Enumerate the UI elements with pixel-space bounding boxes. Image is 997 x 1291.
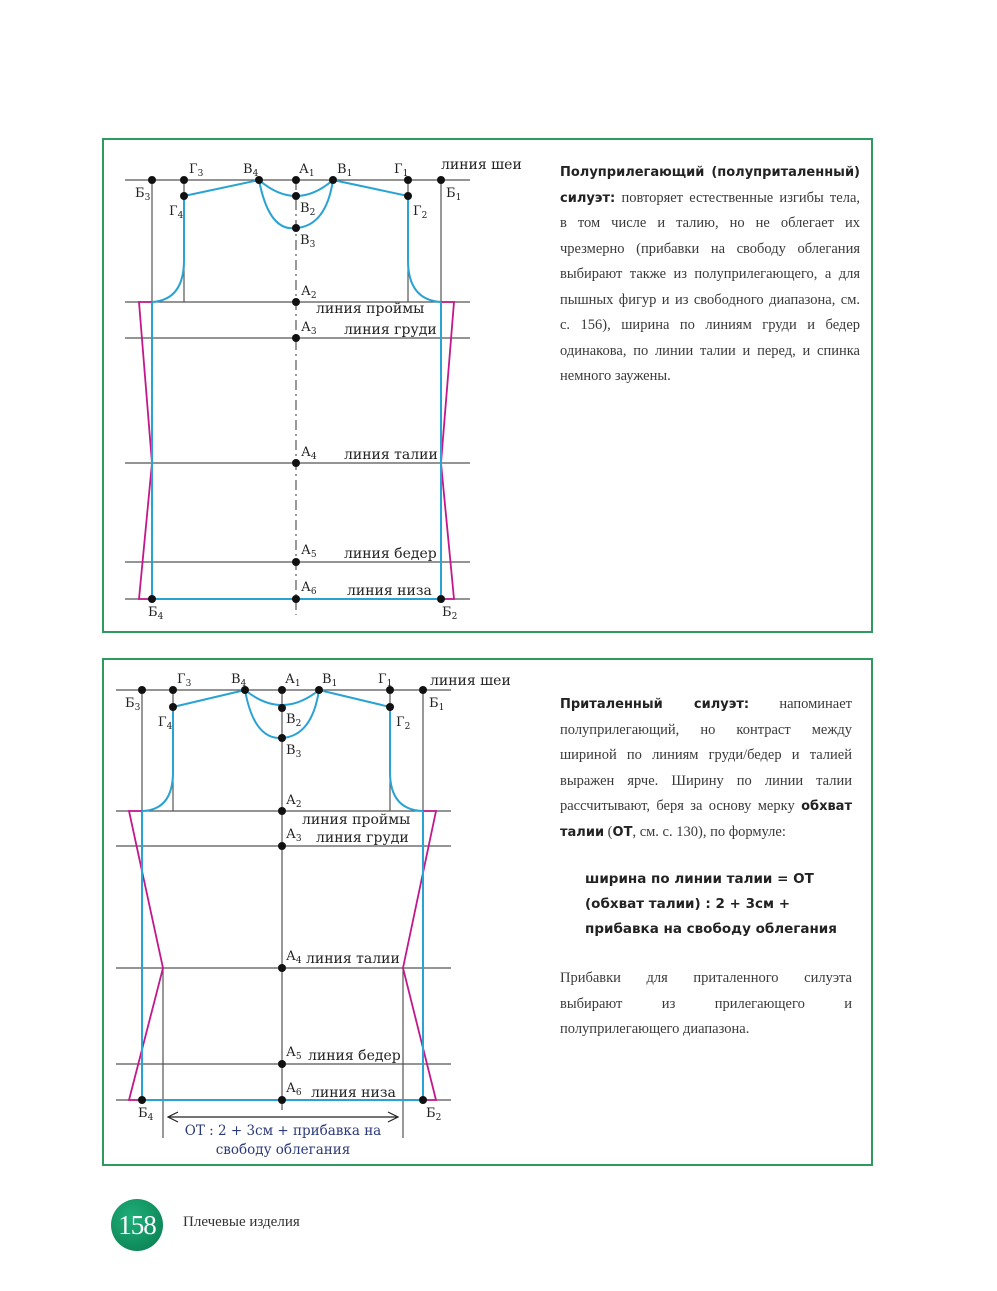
label-g2: $Г_2$ bbox=[396, 715, 411, 732]
label-v2: $В_2$ bbox=[286, 712, 302, 729]
label-neck-line: линия шеи bbox=[430, 673, 511, 689]
waist-width-formula-line2: свободу облегания bbox=[215, 1142, 351, 1158]
point-b4 bbox=[148, 595, 156, 603]
waist-width-arrow bbox=[168, 1112, 398, 1122]
label-b4: $Б_4$ bbox=[148, 605, 164, 622]
page-number-badge bbox=[111, 1199, 163, 1251]
label-g3: $Г_3$ bbox=[177, 672, 192, 689]
label-g4: $Г_4$ bbox=[169, 204, 184, 221]
point-g4 bbox=[169, 703, 177, 711]
ot-abbrev: ОТ bbox=[612, 824, 633, 840]
label-waist-line: линия талии bbox=[344, 447, 438, 463]
left-shoulder-seam bbox=[184, 180, 259, 196]
point-a2 bbox=[292, 298, 300, 306]
page-number: 158 bbox=[118, 1209, 156, 1240]
label-hem-line: линия низа bbox=[311, 1085, 396, 1101]
label-g4: $Г_4$ bbox=[158, 715, 173, 732]
point-b2 bbox=[437, 595, 445, 603]
diagram-panel-fitted bbox=[102, 658, 873, 1166]
right-silhouette-line bbox=[403, 811, 436, 1100]
label-neck-line: линия шеи bbox=[441, 157, 522, 173]
label-v4: $В_4$ bbox=[243, 162, 259, 179]
label-a4: $А_4$ bbox=[286, 949, 302, 966]
label-v1: $В_1$ bbox=[322, 672, 338, 689]
label-a2: $А_2$ bbox=[301, 284, 317, 301]
label-b2: $Б_2$ bbox=[442, 605, 458, 622]
point-v3 bbox=[278, 734, 286, 742]
label-v2: $В_2$ bbox=[300, 201, 316, 218]
point-v3 bbox=[292, 224, 300, 232]
waist-width-formula: ширина по линии талии = ОТ (обхват талии) : 2 + 3см + прибавка на свободу облегания bbox=[585, 871, 837, 937]
fitted-title: Приталенный силуэт: bbox=[560, 697, 750, 712]
fitted-note: Прибавки для приталенного силуэта выбирают из прилегающего и полуприлегающего диапазона. bbox=[560, 970, 852, 1037]
label-chest-line: линия груди bbox=[316, 830, 409, 846]
point-g3 bbox=[169, 686, 177, 694]
label-a1: $А_1$ bbox=[285, 672, 301, 689]
label-a6: $А_6$ bbox=[301, 580, 317, 597]
label-b2: $Б_2$ bbox=[426, 1106, 442, 1123]
left-shoulder-seam bbox=[173, 690, 245, 707]
label-a1: $А_1$ bbox=[299, 162, 315, 179]
point-b3 bbox=[138, 686, 146, 694]
label-a5: $А_5$ bbox=[286, 1045, 302, 1062]
point-g4 bbox=[180, 192, 188, 200]
fitted-description: Приталенный силуэт: напоминает полуприлегающий, но контраст между шириной по линиям груди/бедер и талией выражен ярче. Ширину по линии талии рассчитывают, беря за основу мерку обхват талии (ОТ, см. с. 130), по формуле: ширина по линии талии = ОТ (обхват талии) : 2 + 3см + прибавка на свободу облегания Прибавки для приталенного силуэта выбирают из прилегающего и полуприлегающего диапазона. bbox=[560, 692, 852, 1043]
left-silhouette-line bbox=[139, 302, 152, 599]
label-a3: $А_3$ bbox=[301, 320, 317, 337]
point-g3 bbox=[180, 176, 188, 184]
point-a2 bbox=[278, 807, 286, 815]
point-v1 bbox=[315, 686, 323, 694]
label-hip-line: линия бедер bbox=[308, 1048, 401, 1064]
label-b3: $Б_3$ bbox=[135, 186, 151, 203]
label-armhole-line: линия проймы bbox=[302, 812, 411, 828]
point-a4 bbox=[278, 964, 286, 972]
label-b4: $Б_4$ bbox=[138, 1106, 154, 1123]
point-a6 bbox=[278, 1096, 286, 1104]
label-v1: $В_1$ bbox=[337, 162, 353, 179]
label-b1: $Б_1$ bbox=[446, 186, 462, 203]
label-g2: $Г_2$ bbox=[413, 204, 428, 221]
section-title: Плечевые изделия bbox=[183, 1214, 300, 1230]
point-g2 bbox=[404, 192, 412, 200]
waist-girth-term: обхват талии bbox=[560, 799, 852, 840]
point-b4 bbox=[138, 1096, 146, 1104]
label-hip-line: линия бедер bbox=[344, 546, 437, 562]
point-g2 bbox=[386, 703, 394, 711]
label-b1: $Б_1$ bbox=[429, 696, 445, 713]
label-g1: $Г_1$ bbox=[378, 672, 393, 689]
label-v3: $В_3$ bbox=[300, 233, 316, 250]
point-a4 bbox=[292, 459, 300, 467]
label-g3: $Г_3$ bbox=[189, 162, 204, 179]
semi-fitted-text: повторяет естественные изгибы тела, в том числе и талию, но не облегает их чрезмерно (прибавки на свободу облегания выбирают также из полуприлегающего, а для пышных фигур и из свободного диапазона, см. с. 156), ширина по линиям груди и бедер одинакова, по линии талии и перед, и спинка немного заужены. bbox=[560, 189, 860, 384]
label-a4: $А_4$ bbox=[301, 445, 317, 462]
point-a5 bbox=[278, 1060, 286, 1068]
point-a1 bbox=[278, 686, 286, 694]
label-waist-line: линия талии bbox=[306, 951, 400, 967]
semi-fitted-description bbox=[560, 160, 860, 390]
point-v1 bbox=[329, 176, 337, 184]
label-b3: $Б_3$ bbox=[125, 696, 141, 713]
label-g1: $Г_1$ bbox=[394, 162, 409, 179]
label-a6: $А_6$ bbox=[286, 1081, 302, 1098]
label-a2: $А_2$ bbox=[286, 793, 302, 810]
label-v4: $В_4$ bbox=[231, 672, 247, 689]
label-armhole-line: линия проймы bbox=[316, 301, 425, 317]
right-shoulder-seam bbox=[333, 180, 408, 196]
point-b1 bbox=[419, 686, 427, 694]
point-v2 bbox=[292, 192, 300, 200]
diagram-panel-semi-fitted bbox=[102, 138, 873, 633]
label-a5: $А_5$ bbox=[301, 543, 317, 560]
right-shoulder-seam bbox=[319, 690, 390, 707]
label-hem-line: линия низа bbox=[347, 583, 432, 599]
point-a5 bbox=[292, 558, 300, 566]
point-v2 bbox=[278, 704, 286, 712]
point-a6 bbox=[292, 595, 300, 603]
left-silhouette-line bbox=[129, 811, 163, 1100]
point-a3 bbox=[278, 842, 286, 850]
waist-width-formula-line1: ОТ : 2 + 3см + прибавка на bbox=[184, 1123, 382, 1139]
point-a1 bbox=[292, 176, 300, 184]
point-b1 bbox=[437, 176, 445, 184]
point-a3 bbox=[292, 334, 300, 342]
label-chest-line: линия груди bbox=[344, 322, 437, 338]
label-a3: $А_3$ bbox=[286, 827, 302, 844]
point-b2 bbox=[419, 1096, 427, 1104]
right-silhouette-line bbox=[441, 302, 454, 599]
point-b3 bbox=[148, 176, 156, 184]
label-v3: $В_3$ bbox=[286, 743, 302, 760]
semi-fitted-title: Полуприлегающий (полуприталенный) силуэт: bbox=[560, 165, 860, 206]
